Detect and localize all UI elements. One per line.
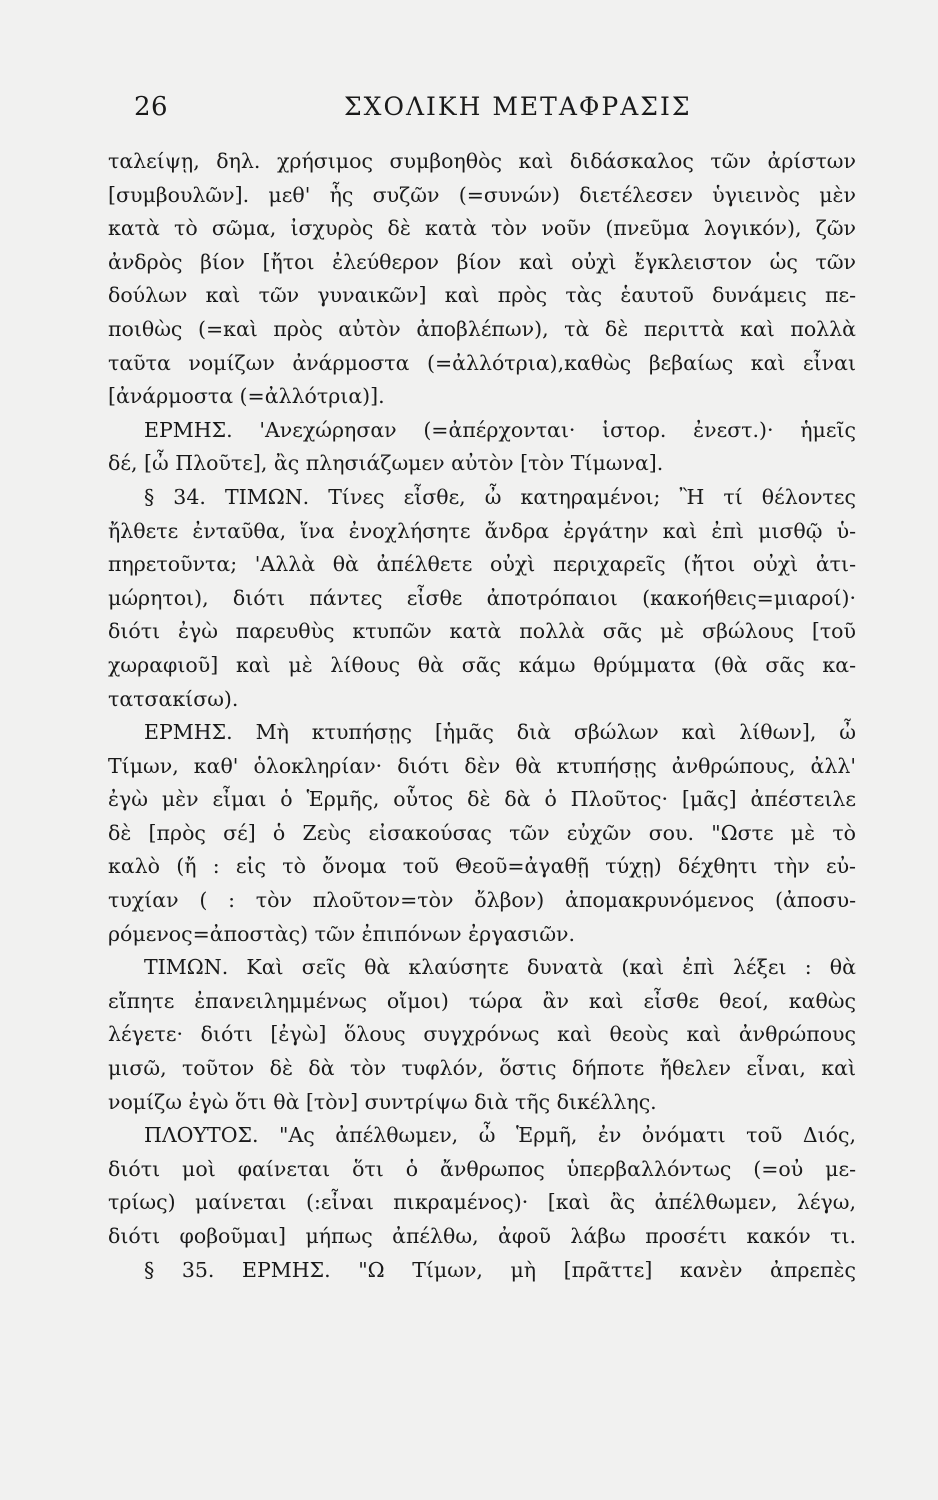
text-line: ταλείψῃ, δηλ. χρήσιμος συμβοηθὸς καὶ διδάσκαλος τῶν ἀρίστων	[108, 149, 856, 173]
text-line: δούλων καὶ τῶν γυναικῶν] καὶ πρὸς τὰς ἑαυτοῦ δυνάμεις πε-	[108, 283, 856, 308]
text-line: ταῦτα νομίζων ἀνάρμοστα (=ἀλλότρια),καθὼς βεβαίως καὶ εἶναι	[108, 350, 856, 375]
text-line: λέγετε· διότι [ἐγὼ] ὅλους συγχρόνως καὶ θεοὺς καὶ ἀνθρώπους	[108, 1022, 856, 1047]
text-line: μισῶ, τοῦτον δὲ δὰ τὸν τυφλόν, ὅστις δήποτε ἤθελεν εἶναι, καὶ	[108, 1056, 856, 1081]
running-title: ΣΧΟΛΙΚΗ ΜΕΤΑΦΡΑΣΙΣ	[344, 92, 692, 121]
text-line: τυχίαν ( : τὸν πλοῦτον=τὸν ὄλβον) ἀπομακρυνόμενος (ἀποσυ-	[108, 888, 856, 913]
page-header	[134, 92, 834, 132]
text-line: τατσακίσω).	[108, 686, 239, 711]
text-line: § 35. ΕΡΜΗΣ. "Ω Τίμων, μὴ [πρᾶττε] κανὲν ἀπρεπὲς	[144, 1257, 856, 1282]
page-number: 26	[134, 92, 169, 122]
text-line: διότι μοὶ φαίνεται ὅτι ὁ ἄνθρωπος ὑπερβαλλόντως (=οὐ με-	[108, 1156, 856, 1181]
text-line: μώρητοι), διότι πάντες εἶσθε ἀποτρόπαιοι (κακοήθεις=μιαροί)·	[108, 585, 856, 610]
text-line: ΠΛΟΥΤΟΣ. "Ας ἀπέλθωμεν, ὦ Ἑρμῆ, ἐν ὀνόματι τοῦ Διός,	[144, 1123, 856, 1148]
text-line: ΕΡΜΗΣ. 'Ανεχώρησαν (=ἀπέρχονται· ἱστορ. ἐνεστ.)· ἡμεῖς	[144, 417, 856, 442]
text-line: ἀνδρὸς βίον [ἤτοι ἐλεύθερον βίον καὶ οὐχὶ ἔγκλειστον ὡς τῶν	[108, 249, 856, 274]
text-line: [συμβουλῶν]. μεθ' ἧς συζῶν (=συνών) διετέλεσεν ὑγιεινὸς μὲν	[108, 182, 856, 207]
text-line: πηρετοῦντα; 'Αλλὰ θὰ ἀπέλθετε οὐχὶ περιχαρεῖς (ἤτοι οὐχὶ ἀτι-	[108, 552, 856, 577]
text-line: δὲ [πρὸς σέ] ὁ Ζεὺς εἰσακούσας τῶν εὐχῶν σου. "Ωστε μὲ τὸ	[108, 820, 856, 845]
text-line: [ἀνάρμοστα (=ἀλλότρια)].	[108, 384, 385, 409]
text-line: δέ, [ὦ Πλοῦτε], ἂς πλησιάζωμεν αὐτὸν [τὸν Τίμωνα].	[108, 451, 664, 476]
text-line: καλὸ (ἤ : εἰς τὸ ὄνομα τοῦ Θεοῦ=ἀγαθῇ τύχῃ) δέχθητι τὴν εὐ-	[108, 854, 856, 879]
text-line: ἤλθετε ἐνταῦθα, ἵνα ἐνοχλήσητε ἄνδρα ἐργάτην καὶ ἐπὶ μισθῷ ὑ-	[108, 518, 856, 543]
text-line: ποιθὼς (=καὶ πρὸς αὐτὸν ἀποβλέπων), τὰ δὲ περιττὰ καὶ πολλὰ	[108, 316, 856, 341]
text-line: κατὰ τὸ σῶμα, ἰσχυρὸς δὲ κατὰ τὸν νοῦν (πνεῦμα λογικόν), ζῶν	[108, 216, 856, 241]
text-line: τρίως) μαίνεται (:εἶναι πικραμένος)· [καὶ ἂς ἀπέλθωμεν, λέγω,	[108, 1190, 856, 1215]
body-text	[108, 145, 856, 1287]
text-line: διότι φοβοῦμαι] μήπως ἀπέλθω, ἀφοῦ λάβω προσέτι κακόν τι.	[108, 1224, 856, 1248]
text-line: διότι ἐγὼ παρευθὺς κτυπῶν κατὰ πολλὰ σᾶς μὲ σβώλους [τοῦ	[108, 619, 856, 644]
text-line: νομίζω ἐγὼ ὅτι θὰ [τὸν] συντρίψω διὰ τῆς δικέλλης.	[108, 1089, 657, 1114]
text-line: ρόμενος=ἀποστὰς) τῶν ἐπιπόνων ἐργασιῶν.	[108, 921, 576, 946]
text-line: ΤΙΜΩΝ. Καὶ σεῖς θὰ κλαύσητε δυνατὰ (καὶ ἐπὶ λέξει : θὰ	[144, 955, 856, 980]
text-line: § 34. ΤΙΜΩΝ. Τίνες εἶσθε, ὦ κατηραμένοι; Ἢ τί θέλοντες	[144, 484, 856, 509]
text-line: εἴπητε ἐπανειλημμένως οἴμοι) τώρα ἂν καὶ εἶσθε θεοί, καθὼς	[108, 988, 856, 1013]
text-line: Τίμων, καθ' ὁλοκληρίαν· διότι δὲν θὰ κτυπήσῃς ἀνθρώπους, ἀλλ'	[108, 753, 856, 778]
text-line: χωραφιοῦ] καὶ μὲ λίθους θὰ σᾶς κάμω θρύμματα (θὰ σᾶς κα-	[108, 652, 856, 677]
text-line: ἐγὼ μὲν εἶμαι ὁ Ἑρμῆς, οὗτος δὲ δὰ ὁ Πλοῦτος· [μᾶς] ἀπέστειλε	[108, 787, 856, 812]
text-line: ΕΡΜΗΣ. Μὴ κτυπήσῃς [ἡμᾶς διὰ σβώλων καὶ λίθων], ὦ	[144, 720, 856, 745]
